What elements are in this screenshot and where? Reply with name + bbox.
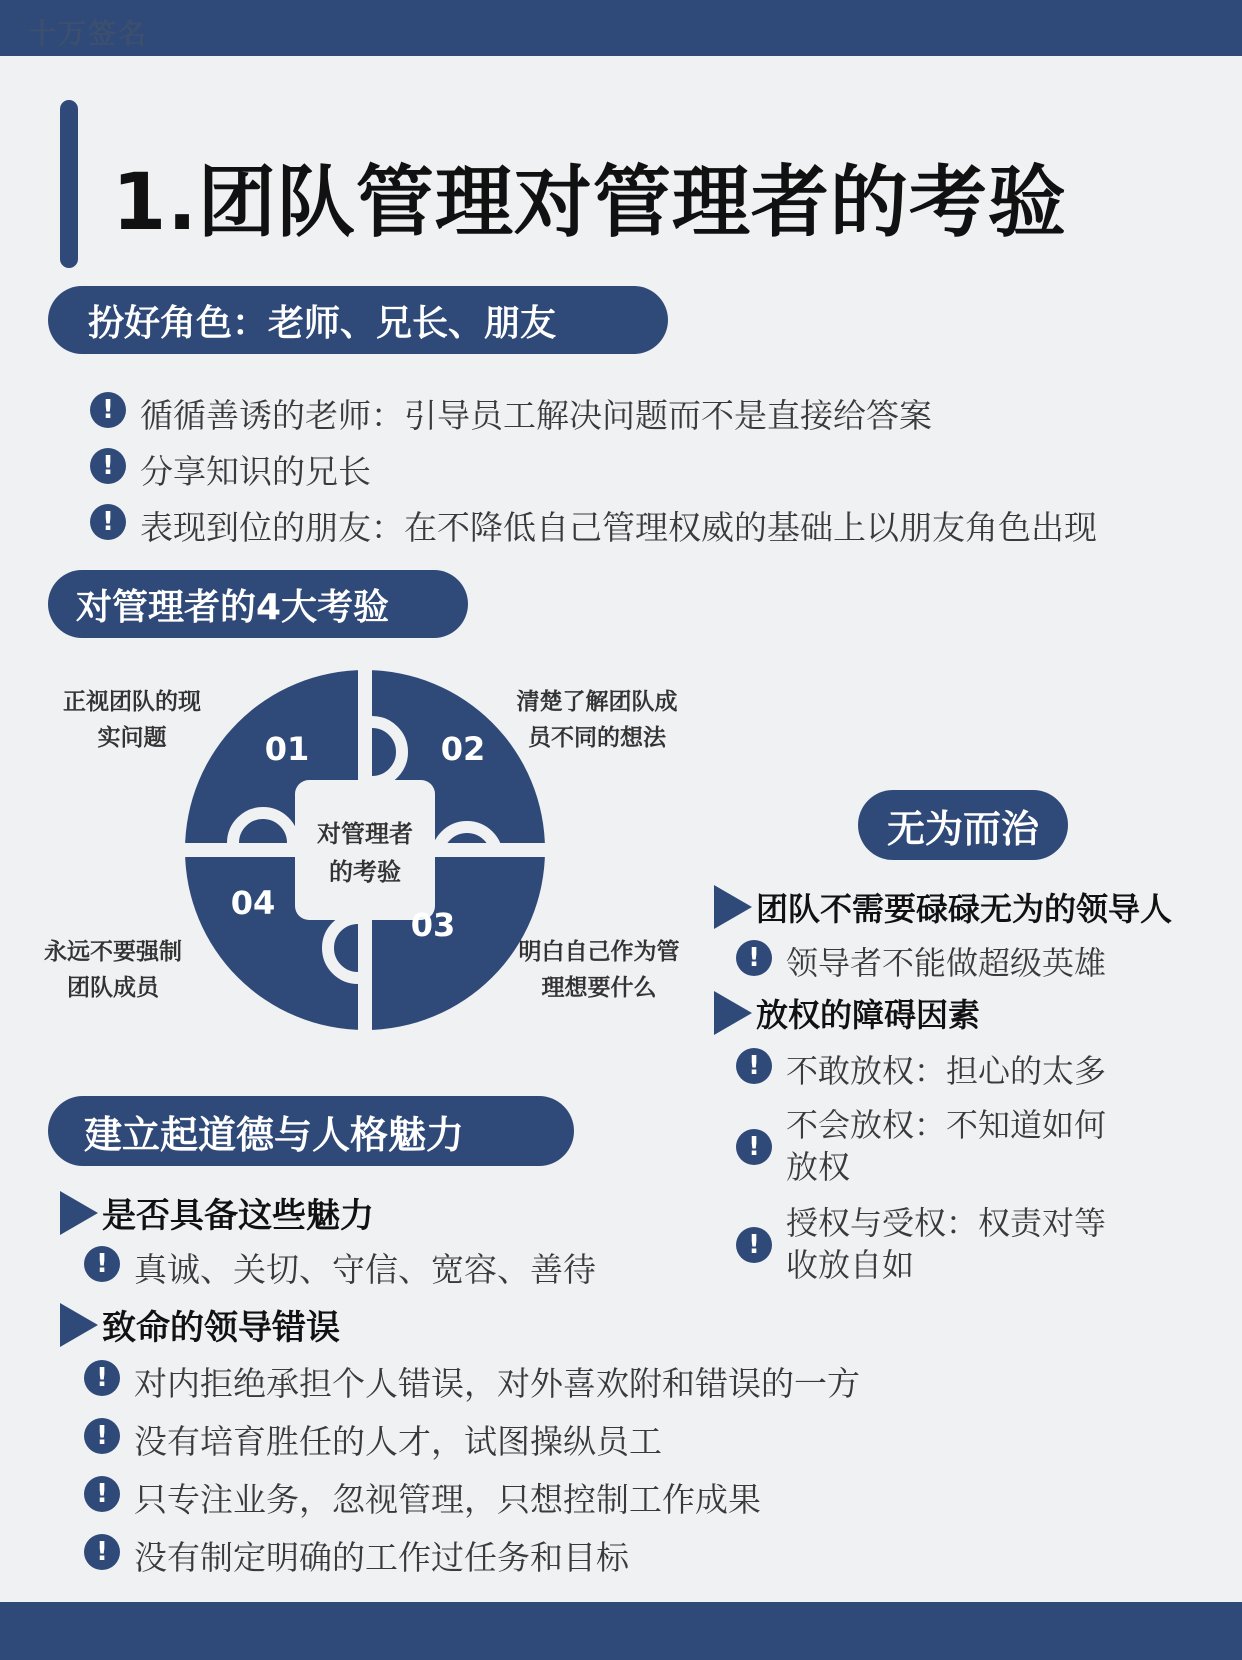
list-item-text: 分享知识的兄长 [140,452,371,491]
list-item-text: 领导者不能做超级英雄 [786,944,1107,982]
list-item-text: 只专注业务，忽视管理，只想控制工作成果 [134,1480,761,1519]
exclamation-icon: ! [90,448,126,484]
exclamation-icon: ! [736,1129,772,1165]
subheading-charm-qualities [60,1188,374,1237]
center-label-line2: 的考验 [329,858,401,886]
top-banner [0,0,1242,56]
piece-number-01: 01 [264,730,310,768]
test-label-line: 永远不要强制 [44,939,182,965]
triangle-icon [714,991,752,1035]
list-item-text: 没有制定明确的工作过任务和目标 [134,1538,629,1577]
watermark: 十万签名 [28,17,149,50]
list-item [84,1244,596,1291]
section-heading-roles [48,286,668,354]
section-heading-wuwei-text: 无为而治 [886,806,1039,851]
exclamation-icon: ! [84,1360,120,1396]
subheading-delegation-obstacles [714,990,980,1036]
list-item-line: 不会放权：不知道如何 [786,1106,1107,1144]
bottom-banner [0,1602,1242,1660]
list-item [90,446,371,493]
subheading-text: 致命的领导错误 [102,1308,340,1348]
list-item-text [786,1202,1106,1286]
test-label-03 [504,934,694,1006]
list-item-line: 授权与受权：权责对等 [786,1204,1107,1242]
page-title: 1.团队管理对管理者的考验 [112,158,1067,248]
section-heading-tests [48,570,468,638]
list-item-line: 收放自如 [786,1246,915,1284]
list-item [84,1532,629,1579]
test-label-line: 团队成员 [67,975,159,1001]
section-heading-roles-text: 扮好角色：老师、兄长、朋友 [88,302,557,344]
list-item [84,1358,860,1405]
triangle-icon [60,1303,98,1347]
exclamation-icon: ! [84,1476,120,1512]
subheading-fatal-errors [60,1300,340,1349]
list-item [84,1474,761,1521]
list-item [736,1104,1106,1188]
title-accent-bar [60,100,78,268]
piece-number-02: 02 [440,730,486,768]
exclamation-icon: ! [736,1048,772,1084]
test-label-line: 正视团队的现 [63,689,201,715]
piece-number-04: 04 [230,884,276,922]
exclamation-icon: ! [84,1418,120,1454]
list-item [84,1416,662,1463]
list-item [90,502,1097,549]
subheading-no-mediocre [714,884,1172,930]
list-item [736,1202,1106,1286]
piece-number-03: 03 [410,906,456,944]
list-item [90,390,932,437]
list-item-text: 循循善诱的老师：引导员工解决问题而不是直接给答案 [140,396,932,435]
subheading-text: 放权的障碍因素 [756,996,981,1034]
puzzle-diagram [175,660,555,1040]
list-item-text: 没有培育胜任的人才，试图操纵员工 [134,1422,662,1461]
list-item-text: 真诚、关切、守信、宽容、善待 [134,1250,596,1289]
exclamation-icon: ! [736,940,772,976]
test-label-line: 员不同的想法 [528,725,666,751]
triangle-icon [60,1191,98,1235]
list-item-text [786,1046,1106,1092]
section-heading-charm-text: 建立起道德与人格魅力 [84,1112,465,1157]
subheading-text: 是否具备这些魅力 [102,1196,374,1236]
list-item-text: 表现到位的朋友：在不降低自己管理权威的基础上以朋友角色出现 [140,508,1097,547]
section-heading-wuwei [858,790,1068,860]
list-item-line: 放权 [786,1148,851,1186]
test-label-04 [28,934,198,1006]
test-label-line: 理想要什么 [541,975,657,1001]
exclamation-icon: ! [90,392,126,428]
puzzle-center-box [295,780,435,920]
test-label-line: 明白自己作为管 [518,939,680,965]
triangle-icon [714,885,752,929]
list-item [736,1046,1106,1092]
exclamation-icon: ! [84,1534,120,1570]
list-item [736,938,1106,984]
test-label-line: 清楚了解团队成 [516,689,678,715]
section-heading-charm [48,1096,574,1166]
exclamation-icon: ! [90,504,126,540]
list-item-text [786,1104,1106,1188]
test-label-01 [42,684,222,756]
test-label-02 [502,684,692,756]
exclamation-icon: ! [84,1246,120,1282]
subheading-text: 团队不需要碌碌无为的领导人 [756,890,1173,928]
center-label-line1: 对管理者 [317,820,413,848]
exclamation-icon: ! [736,1227,772,1263]
list-item-text: 对内拒绝承担个人错误，对外喜欢附和错误的一方 [134,1364,860,1403]
test-label-line: 实问题 [97,725,167,751]
section-heading-tests-text: 对管理者的4大考验 [76,586,390,628]
list-item-line: 不敢放权：担心的太多 [786,1052,1107,1090]
